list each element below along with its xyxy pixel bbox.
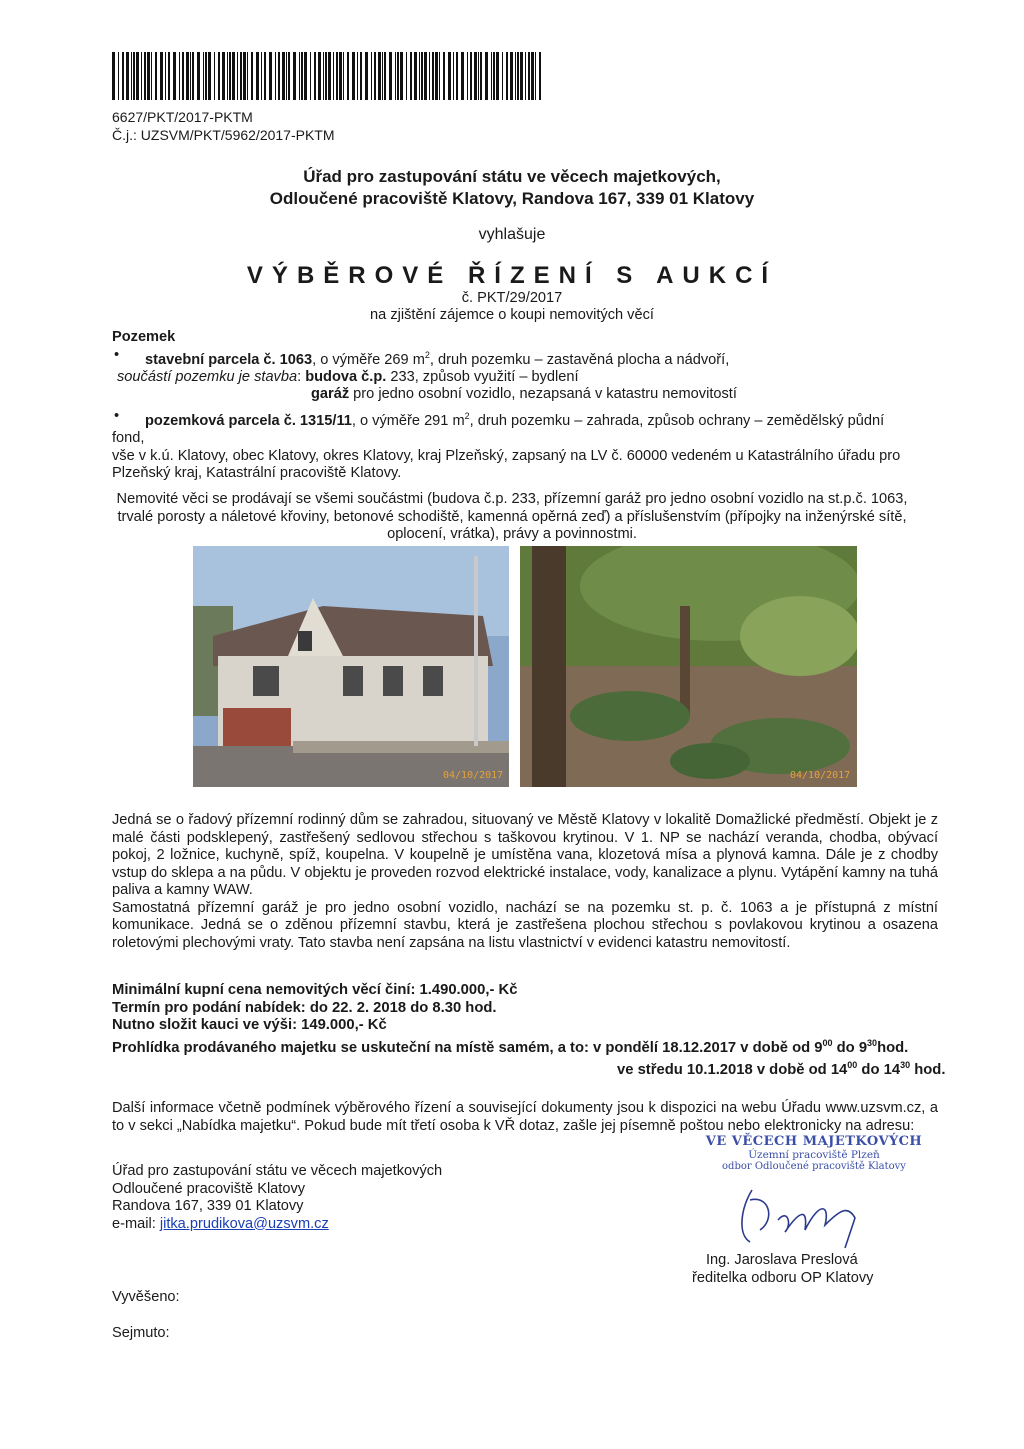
barcode-bar — [360, 52, 362, 100]
barcode-bar — [141, 52, 142, 100]
reference-number: Č.j.: UZSVM/PKT/5962/2017-PKTM — [112, 127, 335, 143]
barcode-bar — [131, 52, 132, 100]
barcode-bar — [496, 52, 499, 100]
barcode-bar — [192, 52, 194, 100]
barcode-bar — [525, 52, 526, 100]
signature-stroke — [742, 1190, 855, 1248]
barcode-bar — [325, 52, 327, 100]
office-line-1: Úřad pro zastupování státu ve věcech majetkových, — [303, 167, 721, 186]
office-line-2: Odloučené pracoviště Klatovy, Randova 167, 339 01 Klatovy — [269, 189, 755, 208]
barcode-bar — [318, 52, 321, 100]
list-item — [112, 347, 938, 369]
barcode-bar — [535, 52, 536, 100]
barcode-bar — [478, 52, 479, 100]
barcode-bar — [165, 52, 166, 100]
garage-line — [112, 386, 938, 404]
barcode-bar — [382, 52, 383, 100]
barcode-bar — [343, 52, 344, 100]
tender-number: č. PKT/29/2017 — [461, 290, 563, 306]
signatory-title: ředitelka odboru OP Klatovy — [692, 1269, 874, 1286]
barcode-bar — [168, 52, 170, 100]
barcode-bar — [222, 52, 225, 100]
barcode-bar — [485, 52, 488, 100]
barcode-bar — [389, 52, 392, 100]
barcode-bar — [214, 52, 215, 100]
barcode-bar — [421, 52, 423, 100]
window — [253, 666, 279, 696]
parcel-2-label: pozemková parcela č. 1315/11 — [145, 412, 352, 429]
viewing-1-text: Prohlídka prodávaného majetku se uskuteční na místě samém, a to: v pondělí 18.12.2017 v době od 9 — [112, 1039, 823, 1056]
superscript: 2 — [424, 349, 430, 360]
tree-trunk — [680, 606, 690, 716]
barcode-bar — [435, 52, 438, 100]
barcode-bar — [247, 52, 248, 100]
garage-text: pro jedno osobní vozidlo, nezapsaná v katastru nemovitostí — [349, 386, 737, 403]
barcode-bar — [371, 52, 372, 100]
barcode-bar — [229, 52, 231, 100]
barcode-bar — [517, 52, 519, 100]
barcode-bar — [310, 52, 311, 100]
barcode-bar — [197, 52, 200, 100]
part-label: součástí pozemku je stavba — [117, 368, 298, 385]
barcode-bar — [456, 52, 458, 100]
superscript: 00 — [847, 1059, 858, 1070]
superscript: 30 — [900, 1059, 911, 1070]
viewing-2-end: hod. — [910, 1061, 946, 1078]
barcode-bar — [151, 52, 152, 100]
barcode-bar — [502, 52, 503, 100]
viewing-1 — [112, 1035, 938, 1057]
part-colon: : — [297, 368, 306, 385]
house-photo — [193, 546, 509, 787]
barcode-bar — [470, 52, 472, 100]
email-label: e-mail: — [112, 1215, 160, 1232]
barcode-bar — [347, 52, 349, 100]
barcode-bar — [395, 52, 396, 100]
barcode-bar — [461, 52, 464, 100]
bush — [570, 691, 690, 741]
barcode-bar — [520, 52, 523, 100]
email-link[interactable]: jitka.prudikova@uzsvm.cz — [159, 1215, 329, 1232]
bullet-icon: • — [114, 407, 120, 424]
garage-description: Samostatná přízemní garáž je pro jedno osobní vozidlo, nachází se na pozemku st. p. č. 1063 a je přístupná z místní komunikace. Jedná se o zděnou přízemní stavbu, která je zastřešena plochou střechou s povlakovou krytinou a osazena roletovými plechovými vraty. Tato stavba není zapsána na listu vlastnictví v evidenci katastru nemovitostí. — [112, 899, 938, 951]
superscript: 30 — [867, 1037, 878, 1048]
land-heading: Pozemek — [112, 329, 176, 345]
barcode-bar — [288, 52, 290, 100]
sale-note: Nemovité věci se prodávají se všemi součástmi (budova č.p. 233, přízemní garáž pro jedno osobní vozidlo na st.p.č. 1063, trvalé porosty a náletové křoviny, betonové schodiště, kamenná opěrná zeď) a příslušenstvím (přípojky na inženýrské sítě, oplocení, vrátka), právy a povinnostmi. — [116, 491, 908, 542]
barcode-bar — [232, 52, 235, 100]
barcode-bar — [269, 52, 272, 100]
barcode-bar — [243, 52, 246, 100]
contact-address — [112, 1163, 512, 1233]
barcode-bar — [453, 52, 454, 100]
barcode-bar — [261, 52, 262, 100]
garden-photo — [520, 546, 857, 787]
part-line — [112, 369, 938, 387]
parcel-2-area: , o výměře 291 m — [351, 412, 465, 429]
barcode-bar — [126, 52, 129, 100]
barcode-bar — [301, 52, 303, 100]
barcode — [112, 52, 542, 100]
barcode-bar — [328, 52, 331, 100]
viewing-2-text: ve středu 10.1.2018 v době od 14 — [617, 1061, 848, 1078]
viewing-1-mid: do 9 — [832, 1039, 868, 1056]
stamp-line-1: VE VĚCECH MAJETKOVÝCH — [705, 1134, 923, 1149]
parcel-2-type: , druh pozemku – zahrada, způsob ochrany – zemědělský půdní — [469, 412, 885, 429]
barcode-bar — [439, 52, 440, 100]
address-line-2: Odloučené pracoviště Klatovy — [112, 1180, 306, 1197]
deadline: Termín pro podání nabídek: do 22. 2. 2018 do 8.30 hod. — [112, 999, 497, 1016]
barcode-bar — [323, 52, 324, 100]
bush — [670, 743, 750, 779]
barcode-bar — [205, 52, 207, 100]
address-line-1: Úřad pro zastupování státu ve věcech majetkových — [112, 1163, 443, 1179]
barcode-bar — [510, 52, 513, 100]
barcode-bar — [240, 52, 242, 100]
barcode-bar — [443, 52, 445, 100]
parcel-1-area: , o výměře 269 m — [312, 351, 425, 368]
barcode-bar — [208, 52, 211, 100]
barcode-bar — [304, 52, 307, 100]
barcode-bar — [136, 52, 139, 100]
gable-window — [298, 631, 312, 651]
barcode-bar — [400, 52, 403, 100]
barcode-bar — [448, 52, 451, 100]
barcode-bar — [179, 52, 180, 100]
location-text: vše v k.ú. Klatovy, obec Klatovy, okres Klatovy, kraj Plzeňský, zapsaný na LV č. 60000 vedeném u Katastrálního úřadu pro Plzeňský kraj, Katastrální pracoviště Klatovy. — [112, 447, 901, 482]
barcode-bar — [218, 52, 220, 100]
barcode-bar — [414, 52, 417, 100]
signatory-name: Ing. Jaroslava Preslová — [706, 1252, 858, 1268]
barcode-bar — [333, 52, 334, 100]
barcode-bar — [506, 52, 508, 100]
bullet-icon: • — [114, 346, 120, 363]
barcode-bar — [336, 52, 338, 100]
barcode-bar — [424, 52, 427, 100]
email-line — [112, 1216, 512, 1234]
barcode-bar — [365, 52, 368, 100]
barcode-bar — [374, 52, 376, 100]
viewing-2 — [112, 1057, 946, 1079]
stamp-line-3: odbor Odloučené pracoviště Klatovy — [722, 1161, 906, 1172]
barcode-bar — [203, 52, 204, 100]
office-heading — [0, 166, 1024, 210]
barcode-bar — [275, 52, 276, 100]
list-item — [112, 408, 938, 430]
barcode-bar — [182, 52, 184, 100]
min-price: Minimální kupní cena nemovitých věcí činí: 1.490.000,- Kč — [112, 982, 518, 998]
description — [112, 812, 938, 952]
posted-label: Vyvěšeno: — [112, 1289, 180, 1305]
barcode-bar — [339, 52, 342, 100]
parcel-1-label: stavební parcela č. 1063 — [145, 351, 313, 368]
barcode-bar — [397, 52, 399, 100]
garage-label: garáž — [311, 386, 350, 403]
barcode-bar — [531, 52, 534, 100]
deposit: Nutno složit kauci ve výši: 149.000,- Kč — [112, 1017, 387, 1033]
barcode-bar — [528, 52, 530, 100]
barcode-bar — [410, 52, 412, 100]
barcode-bar — [384, 52, 386, 100]
superscript: 00 — [822, 1037, 833, 1048]
land-section — [112, 329, 938, 483]
window — [423, 666, 443, 696]
barcode-bar — [264, 52, 266, 100]
barcode-bar — [474, 52, 477, 100]
parcel-1-type: , druh pozemku – zastavěná plocha a nádvoří, — [429, 351, 730, 368]
barcode-bar — [419, 52, 420, 100]
tree-trunk — [532, 546, 566, 787]
parcel-2-cont: fond, — [112, 430, 145, 447]
tender-purpose: na zjištění zájemce o koupi nemovitých věcí — [370, 307, 654, 323]
barcode-bar — [160, 52, 163, 100]
barcode-bar — [429, 52, 430, 100]
address-line-3: Randova 167, 339 01 Klatovy — [112, 1198, 304, 1214]
info-paragraph: Další informace včetně podmínek výběrového řízení a související dokumenty jsou k dispozici na webu Úřadu www.uzsvm.cz, a to v sekci „Nabídka majetku“. Pokud bude mít třetí osoba k VŘ dotaz, zašle jej písemně poštou nebo elektronicky na adresu: — [112, 1100, 938, 1134]
barcode-bar — [256, 52, 259, 100]
handwritten-signature — [730, 1180, 880, 1250]
barcode-bar — [112, 52, 115, 100]
removed-label: Sejmuto: — [112, 1325, 170, 1341]
barcode-bar — [147, 52, 150, 100]
barcode-bar — [227, 52, 228, 100]
barcode-bar — [293, 52, 296, 100]
barcode-bar — [118, 52, 119, 100]
page-title: VÝBĚROVÉ ŘÍZENÍ S AUKCÍ — [246, 262, 778, 289]
viewing-2-mid: do 14 — [857, 1061, 901, 1078]
barcode-bar — [357, 52, 358, 100]
barcode-bar — [251, 52, 253, 100]
barcode-bar — [480, 52, 482, 100]
building-label: budova č.p. — [305, 368, 387, 385]
photo-date: 04/10/2017 — [443, 770, 504, 781]
signatory — [692, 1252, 874, 1287]
barcode-bar — [278, 52, 280, 100]
terms — [112, 982, 946, 1079]
stamp-line-2: Územní pracoviště Plzeň — [748, 1149, 880, 1161]
barcode-bar — [493, 52, 495, 100]
barcode-bar — [539, 52, 541, 100]
barcode-bar — [515, 52, 516, 100]
barcode-bar — [155, 52, 157, 100]
barcode-bar — [144, 52, 146, 100]
barcode-bar — [133, 52, 135, 100]
barcode-bar — [237, 52, 238, 100]
superscript: 2 — [464, 410, 470, 421]
window — [343, 666, 363, 696]
file-number: 6627/PKT/2017-PKTM — [112, 109, 253, 125]
barcode-bar — [406, 52, 407, 100]
photo-date: 04/10/2017 — [790, 770, 851, 781]
barcode-bar — [432, 52, 434, 100]
barcode-bar — [282, 52, 285, 100]
barcode-bar — [491, 52, 492, 100]
building-text: 233, způsob využití – bydlení — [386, 368, 579, 385]
barcode-bar — [186, 52, 189, 100]
viewing-1-end: hod. — [877, 1039, 909, 1056]
barcode-bar — [378, 52, 381, 100]
barcode-bar — [467, 52, 468, 100]
barcode-bar — [299, 52, 300, 100]
barcode-bar — [122, 52, 124, 100]
barcode-bar — [173, 52, 176, 100]
canopy — [740, 596, 857, 676]
barcode-bar — [190, 52, 191, 100]
official-stamp — [704, 1116, 924, 1172]
window — [383, 666, 403, 696]
barcode-bar — [314, 52, 316, 100]
barcode-bar — [352, 52, 355, 100]
announces: vyhlašuje — [478, 226, 546, 243]
house-description: Jedná se o řadový přízemní rodinný dům se zahradou, situovaný ve Městě Klatovy v lokalitě Domažlické předměstí. Objekt je z malé části podsklepený, zastřešený sedlovou střechou s taškovou krytinou. V 1. NP se nachází veranda, chodba, obývací pokoj, 2 ložnice, kuchyně, spíž, koupelna. V koupelně je umístěna vana, klozetová mísa a plynová kamna. Dále je z chodby vstup do sklepa a na půdu. V objektu je proveden rozvod elektrické instalace, vody, kanalizace a plynu. Vytápění kamny na tuhá paliva a kamny WAW. — [112, 812, 938, 898]
barcode-bar — [286, 52, 287, 100]
